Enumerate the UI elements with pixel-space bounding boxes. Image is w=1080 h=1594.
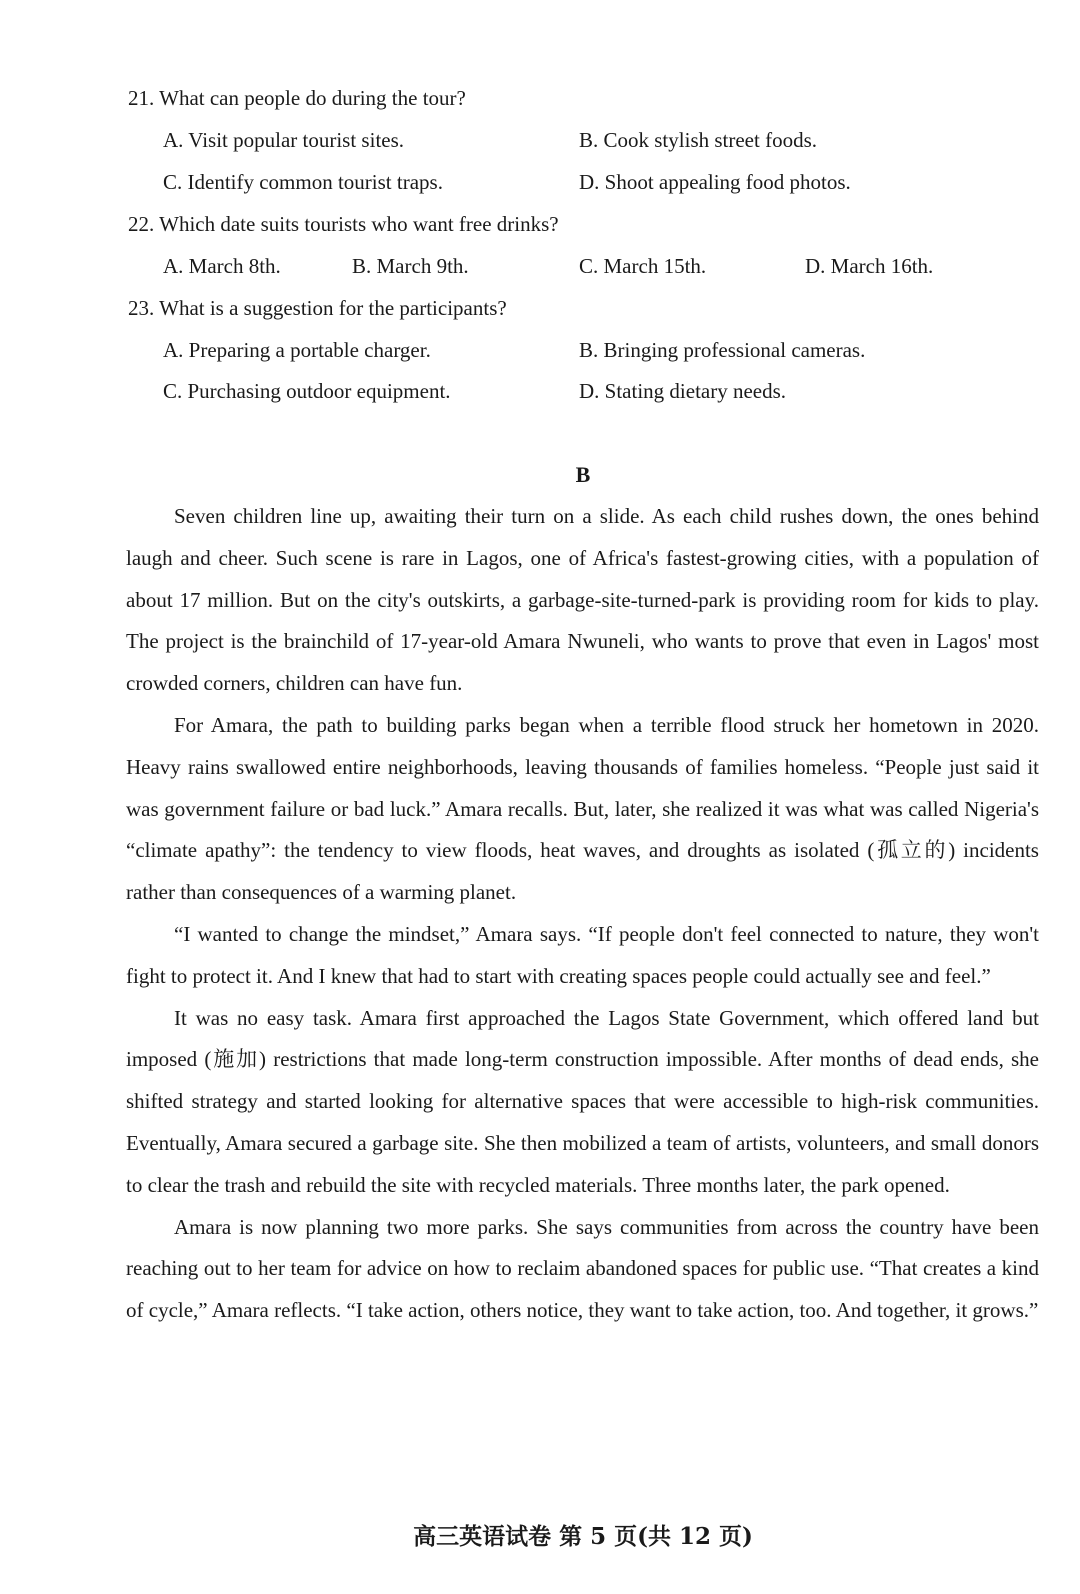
question-22-stem: 22. Which date suits tourists who want free drinks?: [128, 212, 559, 236]
question-21-stem: 21. What can people do during the tour?: [128, 86, 466, 110]
question-23-option-a: A. Preparing a portable charger.: [163, 338, 431, 362]
question-22-option-a: A. March 8th.: [163, 254, 281, 278]
passage-paragraph-5: Amara is now planning two more parks. She says communities from across the country have been reaching out to her team for advice on how to reclaim abandoned spaces for public use. “That creates a kind of cycle,” Amara reflects. “I take action, others notice, they want to take action, too. And together, it grows.”: [126, 1214, 1039, 1323]
question-23-option-d: D. Stating dietary needs.: [579, 379, 787, 403]
question-22-option-d: D. March 16th.: [805, 254, 934, 278]
question-23-option-c: C. Purchasing outdoor equipment.: [163, 379, 451, 403]
page-footer: 高三英语试卷 第 5 页(共 12 页): [413, 1523, 753, 1550]
passage-paragraph-3: “I wanted to change the mindset,” Amara says. “If people don't feel connected to nature, they won't fight to protect it. And I knew that had to start with creating spaces people could actually see and feel.”: [126, 921, 1039, 988]
question-21-option-d: D. Shoot appealing food photos.: [579, 170, 851, 194]
question-21-option-a: A. Visit popular tourist sites.: [163, 128, 405, 152]
question-23-stem: 23. What is a suggestion for the participants?: [128, 296, 507, 320]
question-22-option-b: B. March 9th.: [352, 254, 469, 278]
question-22-option-c: C. March 15th.: [579, 254, 707, 278]
question-21-option-b: B. Cook stylish street foods.: [579, 128, 818, 152]
section-heading: B: [575, 462, 591, 487]
reading-passage: [126, 496, 1039, 1332]
question-21-option-c: C. Identify common tourist traps.: [163, 170, 443, 194]
question-23-option-b: B. Bringing professional cameras.: [579, 338, 866, 362]
passage-paragraph-2: For Amara, the path to building parks began when a terrible flood struck her hometown in 2020. Heavy rains swallowed entire neighborhoods, leaving thousands of families homeless. “People just said it was government failure or bad luck.” Amara recalls. But, later, she realized it was what was called Nigeria's “climate apathy”: the tendency to view floods, heat waves, and droughts as isolated (孤立的) incidents rather than consequences of a warming planet.: [126, 712, 1039, 905]
passage-paragraph-1: Seven children line up, awaiting their turn on a slide. As each child rushes down, the ones behind laugh and cheer. Such scene is rare in Lagos, one of Africa's fastest-growing cities, with a population of about 17 million. But on the city's outskirts, a garbage-site-turned-park is providing room for kids to play. The project is the brainchild of 17-year-old Amara Nwuneli, who wants to prove that even in Lagos' most crowded corners, children can have fun.: [126, 504, 1039, 696]
passage-paragraph-4: It was no easy task. Amara first approached the Lagos State Government, which offered land but imposed (施加) restrictions that made long-term construction impossible. After months of dead ends, she shifted strategy and started looking for alternative spaces that were accessible to high-risk communities. Eventually, Amara secured a garbage site. She then mobilized a team of artists, volunteers, and small donors to clear the trash and rebuild the site with recycled materials. Three months later, the park opened.: [126, 1005, 1039, 1197]
